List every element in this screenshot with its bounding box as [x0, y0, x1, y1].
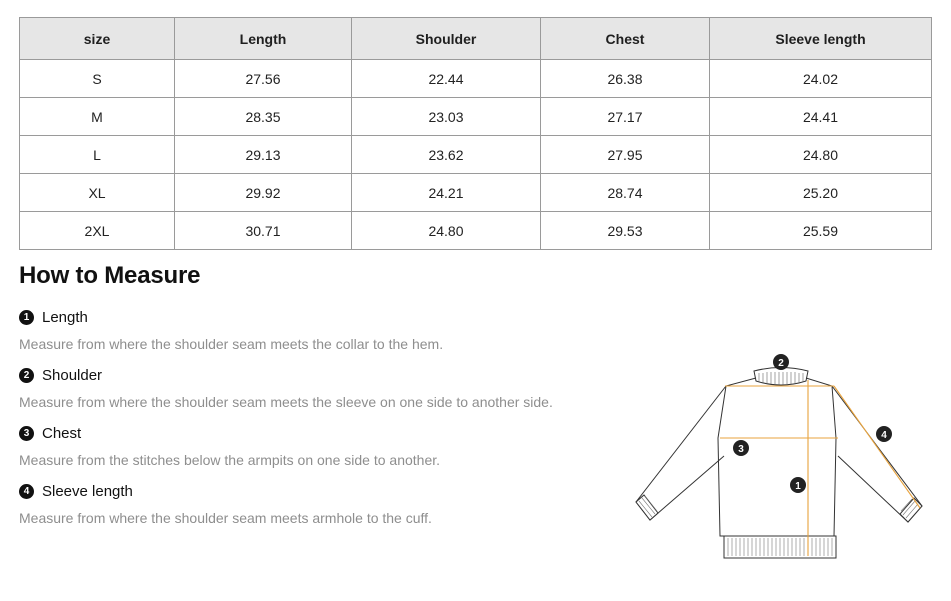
size-chart-table: [19, 17, 932, 250]
cell-length: 29.92: [175, 174, 352, 212]
number-one-icon: 1: [19, 310, 34, 325]
cell-shoulder: 23.62: [352, 136, 541, 174]
cell-sleeve-length: 24.02: [710, 60, 932, 98]
header-shoulder: Shoulder: [352, 18, 541, 60]
cell-chest: 28.74: [541, 174, 710, 212]
measure-item-length: [19, 307, 444, 352]
cell-size: 2XL: [20, 212, 175, 250]
measure-item-chest: [19, 423, 441, 468]
measure-item-shoulder: [19, 365, 553, 410]
measure-label: Length: [42, 308, 88, 326]
sweater-diagram-icon: [628, 348, 930, 564]
number-four-icon: 4: [19, 484, 34, 499]
cell-length: 30.71: [175, 212, 352, 250]
measure-label: Shoulder: [42, 366, 103, 384]
table-row: [20, 136, 932, 174]
cell-size: M: [20, 98, 175, 136]
cell-shoulder: 24.80: [352, 212, 541, 250]
cell-length: 28.35: [175, 98, 352, 136]
measure-description: Measure from where the shoulder seam meets armhole to the cuff.: [19, 510, 432, 526]
cell-sleeve-length: 25.20: [710, 174, 932, 212]
table-row: [20, 98, 932, 136]
measure-description: Measure from where the shoulder seam meets the collar to the hem.: [19, 336, 444, 352]
cell-chest: 26.38: [541, 60, 710, 98]
measure-label: Sleeve length: [42, 482, 133, 500]
table-row: [20, 174, 932, 212]
table-row: [20, 60, 932, 98]
cell-chest: 29.53: [541, 212, 710, 250]
number-two-icon: 2: [19, 368, 34, 383]
cell-size: XL: [20, 174, 175, 212]
cell-shoulder: 23.03: [352, 98, 541, 136]
marker-three-label: 3: [738, 444, 744, 455]
header-sleeve-length: Sleeve length: [710, 18, 932, 60]
table-row: [20, 212, 932, 250]
marker-two-label: 2: [778, 358, 784, 369]
measure-item-sleeve-length: [19, 481, 432, 526]
measure-description: Measure from where the shoulder seam meets the sleeve on one side to another side.: [19, 394, 553, 410]
measure-label: Chest: [42, 424, 82, 442]
cell-sleeve-length: 24.41: [710, 98, 932, 136]
cell-shoulder: 24.21: [352, 174, 541, 212]
cell-size: S: [20, 60, 175, 98]
measure-description: Measure from the stitches below the armpits on one side to another.: [19, 452, 441, 468]
cell-sleeve-length: 25.59: [710, 212, 932, 250]
marker-one-label: 1: [795, 481, 801, 492]
cell-size: L: [20, 136, 175, 174]
cell-shoulder: 22.44: [352, 60, 541, 98]
number-three-icon: 3: [19, 426, 34, 441]
cell-chest: 27.95: [541, 136, 710, 174]
marker-four-label: 4: [881, 430, 887, 441]
header-size: size: [20, 18, 175, 60]
table-header-row: [20, 18, 932, 60]
cell-sleeve-length: 24.80: [710, 136, 932, 174]
how-to-measure-title: How to Measure: [19, 262, 201, 289]
cell-chest: 27.17: [541, 98, 710, 136]
header-chest: Chest: [541, 18, 710, 60]
cell-length: 29.13: [175, 136, 352, 174]
header-length: Length: [175, 18, 352, 60]
cell-length: 27.56: [175, 60, 352, 98]
